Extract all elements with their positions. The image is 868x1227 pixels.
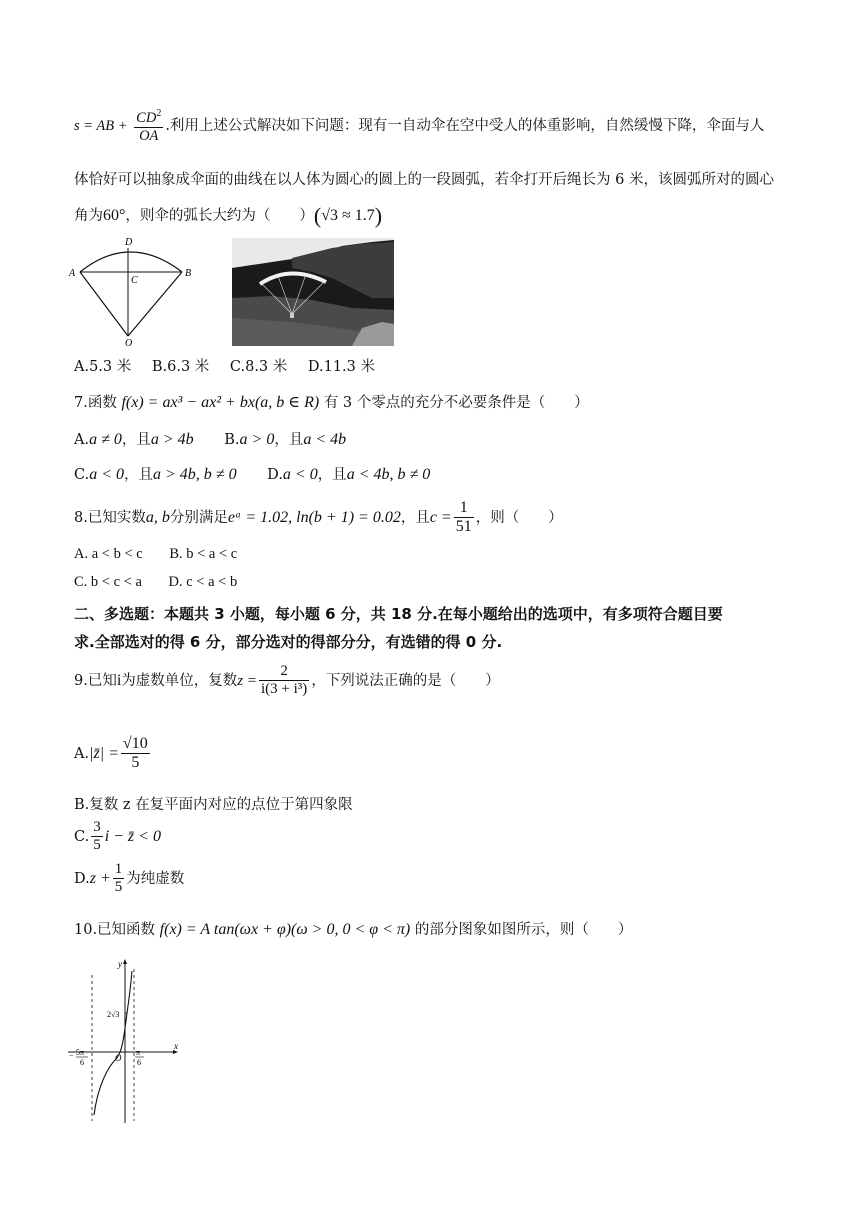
- q9-option-b[interactable]: B.复数 z 在复平面内对应的点位于第四象限: [74, 797, 353, 813]
- q6-option-d[interactable]: D.11.3 米: [307, 359, 375, 375]
- graph-left-num: 5π: [76, 1048, 85, 1057]
- q6-option-a[interactable]: A.5.3 米: [74, 359, 132, 375]
- label-d: D: [125, 237, 133, 248]
- q9-z-fraction: $\frac{2}{\text{i(3 + i³)}}$: [261, 663, 308, 698]
- q6-option-c[interactable]: C.8.3 米: [229, 359, 288, 375]
- q6-line2: 体恰好可以抽象成伞面的曲线在以人体为圆心的圆上的一段圆弧，若伞打开后绳长为 6 米，该圆弧所对的圆心: [74, 172, 774, 188]
- q6-fraction: $\frac{CD^2}{OA}$: [136, 108, 162, 144]
- tangent-graph: [64, 955, 186, 1125]
- q6-line1: [74, 108, 764, 144]
- graph-right-num: π: [136, 1048, 141, 1057]
- q6-formula-lead: s = AB +: [74, 118, 128, 135]
- q9-option-a[interactable]: A.|z̄| = $\frac{√10}{5}$: [74, 735, 148, 772]
- q8-option-b[interactable]: B. b < a < c: [169, 546, 238, 562]
- q7-stem: 7.函数 f(x) = ax³ − ax² + bx(a, b ∈ R) 有 3 个零点的充分不必要条件是（ ）: [74, 394, 589, 411]
- q8-options-row2: [74, 574, 237, 591]
- section2-line1: 二、多选题：本题共 3 小题，每小题 6 分，共 18 分.在每小题给出的选项中，有多项符合题目要: [74, 605, 723, 623]
- q8-option-c[interactable]: C. b < c < a: [74, 574, 142, 590]
- q8-options-row1: [74, 546, 237, 563]
- graph-y-tick: 2√3: [107, 1010, 120, 1019]
- q9-stem: 9.已知i为虚数单位，复数z = $\frac{2}{\text{i(3 + i³)}}$ ，下列说法正确的是（ ）: [74, 663, 500, 698]
- q9-option-c[interactable]: C. $\frac{3}{5}$ i − z̄ < 0: [74, 819, 161, 854]
- label-c: C: [131, 275, 138, 286]
- label-b: B: [185, 268, 192, 279]
- q8-stem: 8.已知实数a, b分别满足eᵃ = 1.02, ln(b + 1) = 0.02，且c = $\frac{1}{51}$ ，则（ ）: [74, 499, 563, 536]
- graph-origin-label: O: [115, 1053, 122, 1063]
- graph-right-den: 6: [137, 1058, 141, 1067]
- label-a: A: [69, 268, 76, 279]
- graph-y-label: y: [118, 959, 122, 969]
- q6-line1-text: .利用上述公式解决如下问题：现有一自动伞在空中受人的体重影响，自然缓慢下降，伞面与人: [165, 118, 765, 135]
- graph-left-minus: −: [69, 1051, 74, 1060]
- section2-line2: 求.全部选对的得 6 分，部分选对的得部分分，有选错的得 0 分.: [74, 633, 503, 651]
- q10-function: f(x) = A tan(ωx + φ)(ω > 0, 0 < φ < π): [159, 921, 411, 938]
- q7-option-b[interactable]: B.a > 0，且a < 4b: [224, 431, 347, 448]
- q7-option-a[interactable]: A.a ≠ 0，且a > 4b: [74, 431, 194, 448]
- q6-option-b[interactable]: B.6.3 米: [151, 359, 210, 375]
- q7-options-row1: [74, 428, 346, 449]
- q7-function: f(x) = ax³ − ax² + bx(a, b ∈ R): [121, 394, 320, 411]
- q7-option-d[interactable]: D.a < 0，且a < 4b, b ≠ 0: [267, 466, 431, 483]
- q8-option-d[interactable]: D. c < a < b: [168, 574, 238, 590]
- q7-option-c[interactable]: C.a < 0，且a > 4b, b ≠ 0: [74, 466, 237, 483]
- q8-option-a[interactable]: A. a < b < c: [74, 546, 143, 562]
- q8-condition: eᵃ = 1.02, ln(b + 1) = 0.02: [227, 508, 401, 526]
- graph-x-label: x: [174, 1041, 178, 1051]
- sector-diagram: [66, 232, 196, 348]
- q6-line3: 角为60°，则伞的弧长大约为（ ）(√3 ≈ 1.7): [74, 203, 383, 228]
- paraglider-photo: [232, 238, 394, 346]
- label-o: O: [125, 338, 133, 348]
- q6-options: [74, 355, 375, 376]
- q8-c-fraction: $\frac{1}{51}$: [455, 499, 472, 536]
- q9-option-d[interactable]: D.z + $\frac{1}{5}$ 为纯虚数: [74, 861, 185, 896]
- graph-left-den: 6: [80, 1058, 84, 1067]
- q7-options-row2: [74, 463, 430, 484]
- q10-stem: 10.已知函数 f(x) = A tan(ωx + φ)(ω > 0, 0 < φ < π) 的部分图象如图所示，则（ ）: [74, 921, 633, 938]
